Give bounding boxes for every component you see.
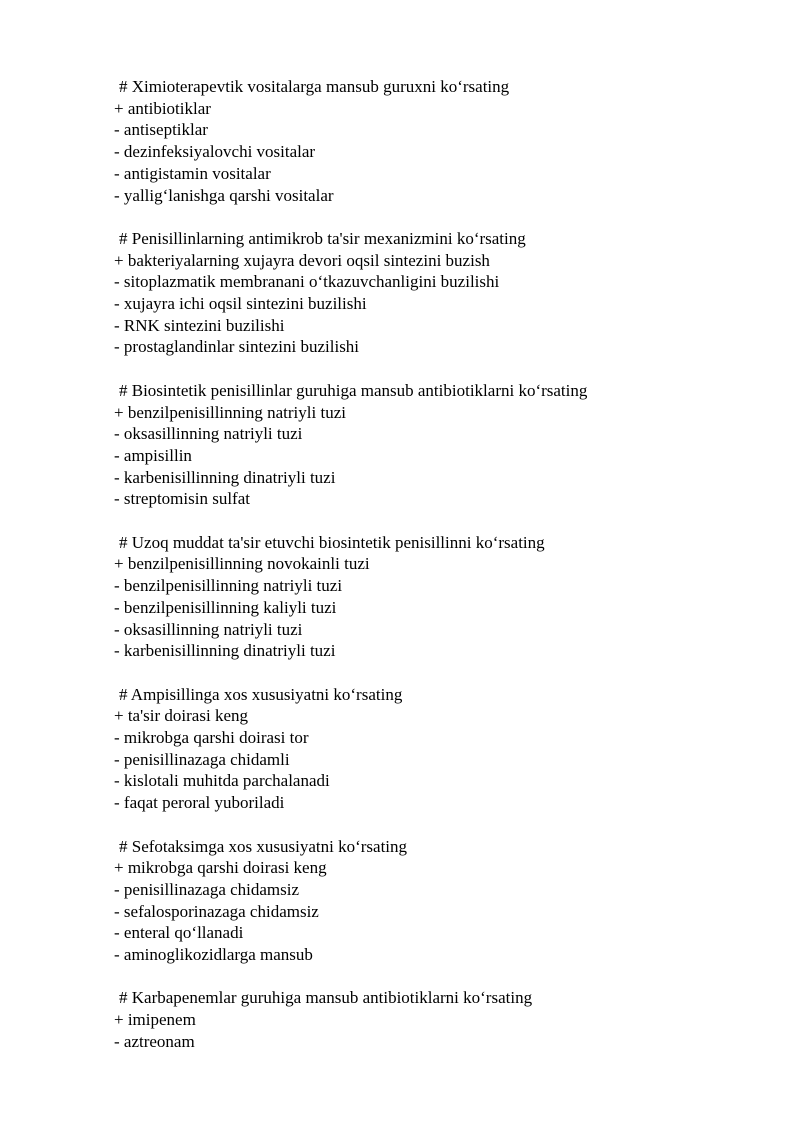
answer-option: - dezinfeksiyalovchi vositalar [114, 142, 316, 162]
question-title [114, 228, 774, 250]
question-title [114, 380, 774, 402]
answer-option: + ta'sir doirasi keng [114, 706, 248, 726]
answer-option: - karbenisillinning dinatriyli tuzi [114, 467, 336, 487]
answer-option: - faqat peroral yuboriladi [114, 793, 285, 813]
answer-option: - sitoplazmatik membranani oʻtkazuvchanligini buzilishi [114, 272, 500, 292]
answer-option: - penisillinazaga chidamsiz [114, 879, 300, 899]
answer-option: - RNK sintezini buzilishi [114, 315, 285, 335]
question-title [114, 684, 774, 706]
question-title [114, 532, 774, 554]
document-page [114, 76, 774, 1074]
question-block [114, 380, 774, 510]
answer-option: + mikrobga qarshi doirasi keng [114, 858, 327, 878]
answer-option: + antibiotiklar [114, 98, 211, 118]
question-title [114, 836, 774, 858]
question-title-text: # Sefotaksimga xos xususiyatni koʻrsating [119, 836, 408, 856]
answer-option: - prostaglandinlar sintezini buzilishi [114, 337, 360, 357]
answer-option: - mikrobga qarshi doirasi tor [114, 728, 309, 748]
answer-option: - sefalosporinazaga chidamsiz [114, 901, 319, 921]
question-block [114, 836, 774, 966]
answer-option: - kislotali muhitda parchalanadi [114, 771, 330, 791]
answer-option: - penisillinazaga chidamli [114, 749, 290, 769]
answer-option: - ampisillin [114, 445, 192, 465]
answer-option: - xujayra ichi oqsil sintezini buzilishi [114, 294, 367, 314]
question-title-text: # Karbapenemlar guruhiga mansub antibiotiklarni koʻrsating [119, 988, 533, 1008]
answer-option: + benzilpenisillinning novokainli tuzi [114, 554, 370, 574]
answer-option: + bakteriyalarning xujayra devori oqsil sintezini buzish [114, 250, 490, 270]
question-title-text: # Biosintetik penisillinlar guruhiga mansub antibiotiklarni koʻrsating [119, 380, 588, 400]
question-block [114, 987, 774, 1052]
question-title [114, 76, 774, 98]
question-title-text: # Uzoq muddat ta'sir etuvchi biosintetik penisillinni koʻrsating [119, 532, 545, 552]
answer-option: - karbenisillinning dinatriyli tuzi [114, 641, 336, 661]
answer-option: - aminoglikozidlarga mansub [114, 945, 313, 965]
answer-option: + imipenem [114, 1010, 196, 1030]
answer-option: - yalligʻlanishga qarshi vositalar [114, 185, 334, 205]
question-block [114, 228, 774, 358]
answer-option: - benzilpenisillinning kaliyli tuzi [114, 597, 337, 617]
answer-option: - streptomisin sulfat [114, 489, 250, 509]
answer-option: - benzilpenisillinning natriyli tuzi [114, 576, 343, 596]
question-block [114, 684, 774, 814]
question-title-text: # Penisillinlarning antimikrob ta'sir mexanizmini koʻrsating [119, 228, 526, 248]
answer-option: - antiseptiklar [114, 120, 208, 140]
answer-option: - oksasillinning natriyli tuzi [114, 424, 303, 444]
answer-option: - antigistamin vositalar [114, 163, 271, 183]
answer-option: - oksasillinning natriyli tuzi [114, 619, 303, 639]
answer-option: + benzilpenisillinning natriyli tuzi [114, 402, 346, 422]
question-title [114, 987, 774, 1009]
answer-option: - aztreonam [114, 1031, 195, 1051]
question-title-text: # Ximioterapevtik vositalarga mansub guruxni koʻrsating [119, 77, 510, 96]
question-block [114, 76, 774, 206]
question-title-text: # Ampisillinga xos xususiyatni koʻrsating [119, 684, 403, 704]
question-block [114, 532, 774, 662]
answer-option: - enteral qoʻllanadi [114, 923, 244, 943]
